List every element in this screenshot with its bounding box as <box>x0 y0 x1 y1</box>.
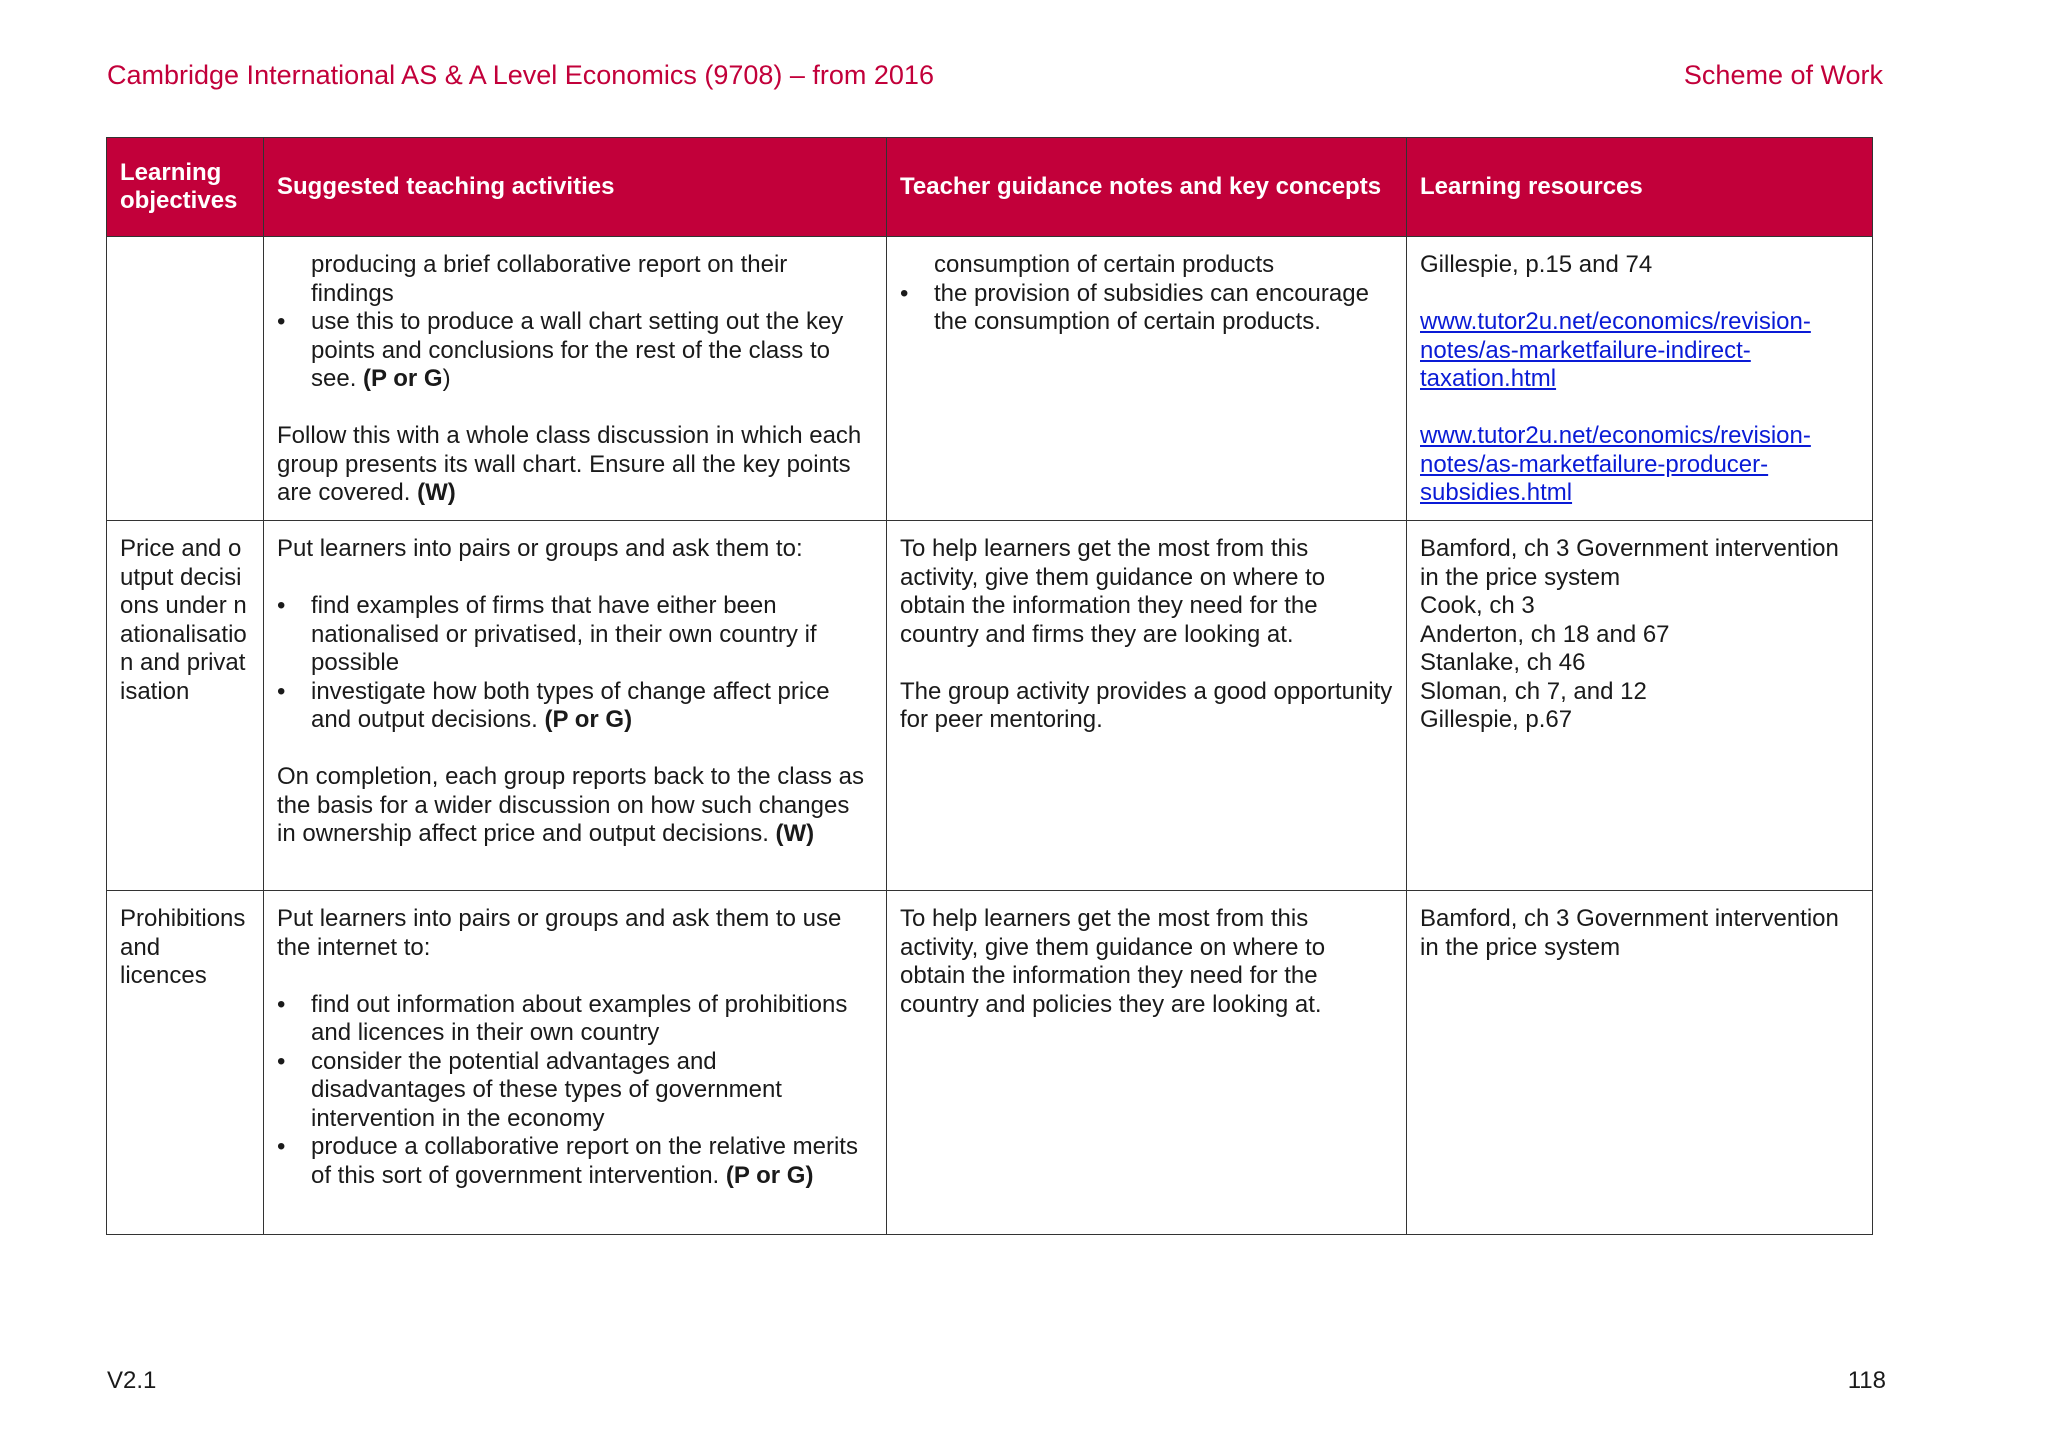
activities-cell <box>264 521 887 891</box>
list-item: • use this to produce a wall chart setting out the key points and conclusions for the rest of the class to see. (P or G) <box>311 308 873 394</box>
resource-link-indirect-taxation[interactable]: www.tutor2u.net/economics/revision- notes/as-marketfailure-indirect- taxation.html <box>1420 308 1811 392</box>
document-title: Cambridge International AS & A Level Economics (9708) – from 2016 <box>107 60 934 90</box>
table-row <box>107 237 1873 521</box>
list-item: • the provision of subsidies can encourage the consumption of certain products. <box>934 280 1393 337</box>
list-item: • consider the potential advantages and disadvantages of these types of government intervention in the economy <box>311 1048 873 1134</box>
list-item: • find examples of firms that have either been nationalised or privatised, in their own country if possible <box>311 592 873 678</box>
objective-text: Price and output decisions under nationalisation and privatisation <box>120 535 247 705</box>
column-header-activities: Suggested teaching activities <box>264 138 887 237</box>
objective-text: Prohibitions and licences <box>120 905 246 989</box>
resource-text: Gillespie, p.15 and 74 <box>1420 251 1653 278</box>
activity-intro: Put learners into pairs or groups and ask them to use the internet to: <box>277 905 842 961</box>
activity-list <box>277 991 873 1191</box>
resources-cell <box>1407 521 1873 891</box>
table-row <box>107 891 1873 1235</box>
resource-line: Bamford, ch 3 Government intervention in the price system <box>1420 905 1839 961</box>
list-item: • investigate how both types of change affect price and output decisions. (P or G) <box>311 678 873 735</box>
grouping-tag: (W) <box>417 479 456 506</box>
objective-cell <box>107 237 264 521</box>
guidance-continuation: consumption of certain products <box>934 251 1275 278</box>
resource-link-producer-subsidies[interactable]: www.tutor2u.net/economics/revision-notes/as-marketfailure-producer-subsidies.html <box>1420 422 1811 506</box>
column-header-objectives: Learning objectives <box>107 138 264 237</box>
guidance-cell <box>887 521 1407 891</box>
activities-cell <box>264 891 887 1235</box>
guidance-list <box>900 280 1393 337</box>
column-header-guidance: Teacher guidance notes and key concepts <box>887 138 1407 237</box>
scheme-of-work-table <box>106 137 1873 1235</box>
list-item: • produce a collaborative report on the relative merits of this sort of government intervention. (P or G) <box>311 1133 873 1190</box>
column-header-resources: Learning resources <box>1407 138 1873 237</box>
activity-list <box>277 592 873 735</box>
activity-continuation: producing a brief collaborative report on their findings <box>311 251 788 307</box>
guidance-cell <box>887 237 1407 521</box>
grouping-tag: (W) <box>775 820 815 847</box>
grouping-tag: (P or G <box>363 365 443 392</box>
resource-line: Cook, ch 3 <box>1420 592 1535 619</box>
objective-cell <box>107 521 264 891</box>
activity-paragraph: Follow this with a whole class discussion in which each group presents its wall chart. Ensure all the key points are covered. (W) <box>277 422 862 506</box>
guidance-paragraph: To help learners get the most from this activity, give them guidance on where to obtain the information they need for the country and policies they are looking at. <box>900 905 1326 1018</box>
resource-line: Anderton, ch 18 and 67 <box>1420 620 1670 648</box>
resource-line: Stanlake, ch 46 <box>1420 649 1586 676</box>
resources-cell <box>1407 891 1873 1235</box>
activity-paragraph: On completion, each group reports back to the class as the basis for a wider discussion on how such changes in ownership affect price and output decisions. (W) <box>277 763 864 847</box>
activities-cell <box>264 237 887 521</box>
table-header-row <box>107 138 1873 237</box>
guidance-cell <box>887 891 1407 1235</box>
table-row <box>107 521 1873 891</box>
resource-line: Bamford, ch 3 Government intervention in the price system <box>1420 535 1839 591</box>
guidance-paragraph: The group activity provides a good opportunity for peer mentoring. <box>900 677 1393 733</box>
activity-list <box>277 308 873 394</box>
grouping-tag: (P or G) <box>544 706 633 733</box>
resource-line: Sloman, ch 7, and 12 <box>1420 677 1647 705</box>
list-item: • find out information about examples of prohibitions and licences in their own country <box>311 991 873 1048</box>
document-section: Scheme of Work <box>1683 60 1883 90</box>
page-number: 118 <box>1847 1367 1886 1394</box>
objective-cell <box>107 891 264 1235</box>
activity-intro: Put learners into pairs or groups and ask them to: <box>277 535 803 562</box>
version-label: V2.1 <box>107 1367 157 1394</box>
resources-cell <box>1407 237 1873 521</box>
resource-line: Gillespie, p.67 <box>1420 706 1573 733</box>
guidance-paragraph: To help learners get the most from this activity, give them guidance on where to obtain the information they need for the country and firms they are looking at. <box>900 535 1326 648</box>
grouping-tag: (P or G) <box>725 1161 814 1189</box>
